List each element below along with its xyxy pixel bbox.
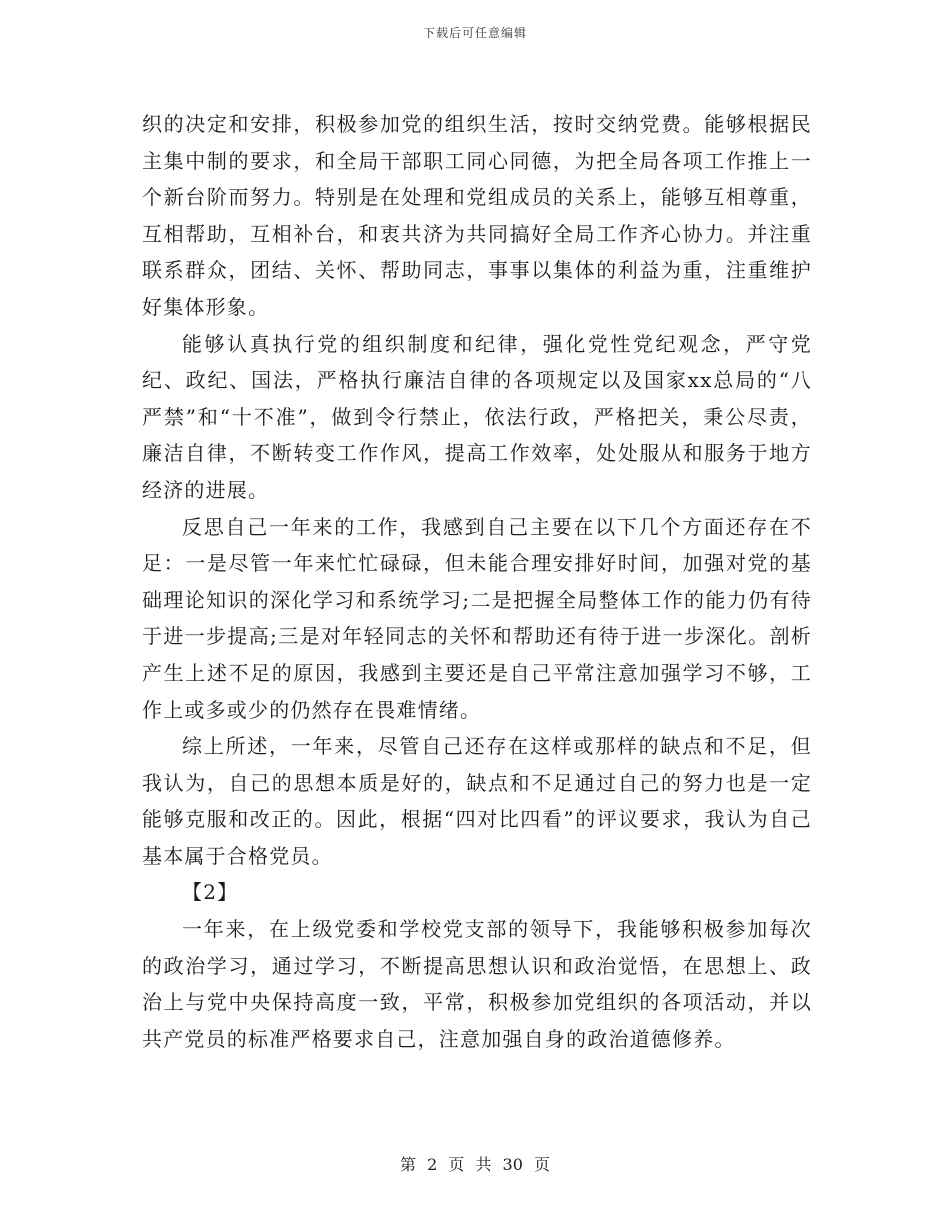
paragraph-discipline: 能够认真执行党的组织制度和纪律，强化党性党纪观念，严守党纪、政纪、国法，严格执行廉洁自律的各项规定以及国家xx总局的“八严禁”和“十不准”，做到令行禁止，依法行政，严格把关，秉公尽责，廉洁自律，不断转变工作作风，提高工作效率，处处服从和服务于地方经济的进展。 xyxy=(142,331,812,502)
page-footer: 第 2 页 共 30 页 xyxy=(400,1155,550,1174)
paragraph-summary: 综上所述，一年来，尽管自己还存在这样或那样的缺点和不足，但我认为，自己的思想本质是好的，缺点和不足通过自己的努力也是一定能够克服和改正的。因此，根据“四对比四看”的评议要求，我认为自己基本属于合格党员。 xyxy=(142,734,812,868)
section-marker: 【2】 xyxy=(182,880,239,905)
document-body xyxy=(142,106,812,1057)
paragraph-continued: 织的决定和安排，积极参加党的组织生活，按时交纳党费。能够根据民主集中制的要求，和全局干部职工同心同德，为把全局各项工作推上一个新台阶而努力。特别是在处理和党组成员的关系上，能够互相尊重，互相帮助，互相补台，和衷共济为共同搞好全局工作齐心协力。并注重联系群众，团结、关怀、帮助同志，事事以集体的利益为重，注重维护好集体形象。 xyxy=(142,112,812,319)
paragraph-section-2: 一年来，在上级党委和学校党支部的领导下，我能够积极参加每次的政治学习，通过学习，不断提高思想认识和政治觉悟，在思想上、政治上与党中央保持高度一致，平常，积极参加党组织的各项活动，并以共产党员的标准严格要求自己，注意加强自身的政治道德修养。 xyxy=(142,917,812,1051)
page-header: 下载后可任意编辑 xyxy=(422,26,527,40)
paragraph-reflection: 反思自己一年来的工作，我感到自己主要在以下几个方面还存在不足：一是尽管一年来忙忙碌碌，但未能合理安排好时间，加强对党的基础理论知识的深化学习和系统学习;二是把握全局整体工作的能力仍有待于进一步提高;三是对年轻同志的关怀和帮助还有待于进一步深化。剖析产生上述不足的原因，我感到主要还是自己平常注意加强学习不够，工作上或多或少的仍然存在畏难情绪。 xyxy=(142,514,812,722)
